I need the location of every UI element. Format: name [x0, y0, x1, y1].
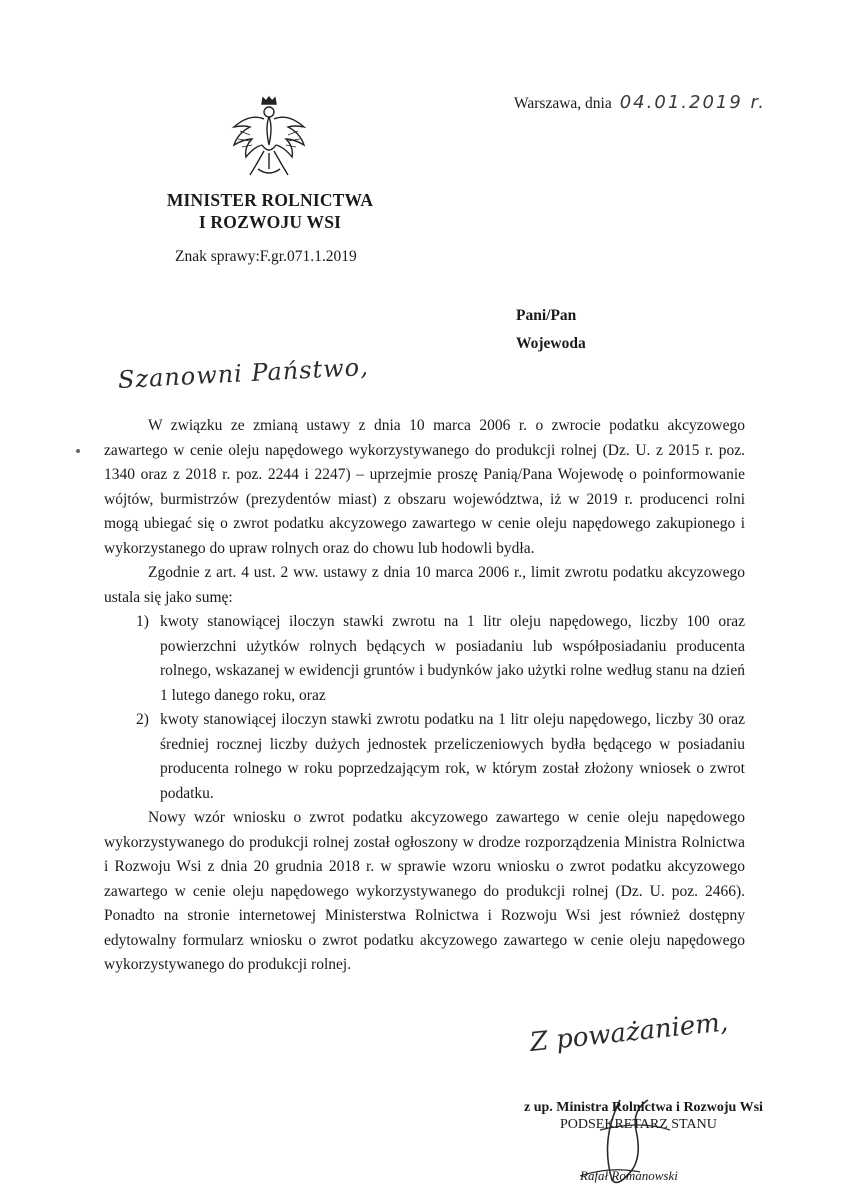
list-item [104, 708, 745, 806]
recipient-line1: Pani/Pan [516, 307, 577, 324]
list-item-number: 2) [136, 711, 149, 728]
list-item [104, 610, 745, 708]
handwritten-salutation: Szanowni Państwo, [117, 352, 370, 394]
place-date [514, 92, 766, 113]
signatory-name: Rafał Romanowski [580, 1168, 678, 1183]
paragraph-1: W związku ze zmianą ustawy z dnia 10 marca 2006 r. o zwrocie podatku akcyzowego zawartego w cenie oleju napędowego wykorzystywanego do produkcji rolnej (Dz. U. z 2015 r. poz. 1340 oraz z 2018 r. poz. 2244 i 2247) – uprzejmie proszę Panią/Pana Wojewodę o poinformowanie wójtów, burmistrzów (prezydentów miast) z obszaru województwa, iż w 2019 r. producenci rolni mogą ubiegać się o zwrot podatku akcyzowego zawartego w cenie oleju napędowego zakupionego i wykorzystanego do upraw rolnych oraz do chowu lub hodowli bydła. [104, 417, 745, 557]
list-item-number: 1) [136, 613, 149, 630]
margin-dot [76, 449, 80, 453]
recipient-line2: Wojewoda [516, 335, 586, 352]
letter-body [104, 414, 745, 978]
recipient [516, 302, 586, 358]
limit-list [104, 610, 745, 806]
handwritten-date: 04.01.2019 r. [619, 92, 766, 113]
place-date-label: Warszawa, dnia [514, 95, 612, 112]
ministry-line1: MINISTER ROLNICTWA [166, 190, 374, 210]
list-item-text: kwoty stanowiącej iloczyn stawki zwrotu na 1 litr oleju napędowego, liczby 100 oraz powierzchni użytków rolnych będących w posiadaniu lub współposiadaniu producenta rolnego, wskazanej w ewidencji gruntów i budynków jako użytki rolne według stanu na dzień 1 lutego danego roku, oraz [160, 613, 745, 704]
list-item-text: kwoty stanowiącej iloczyn stawki zwrotu podatku na 1 litr oleju napędowego, liczby 30 oraz średniej rocznej liczby dużych jednostek przeliczeniowych bydła będącego w posiadaniu producenta rolnego w roku poprzedzającym rok, w którym został złożony wniosek o zwrot podatku. [160, 711, 745, 802]
signature-line1: z up. Ministra Rolnictwa i Rozwoju Wsi [524, 1100, 763, 1115]
reference-number: Znak sprawy:F.gr.071.1.2019 [175, 248, 357, 265]
ministry-header [160, 189, 380, 233]
ministry-line2: I ROZWOJU WSI [198, 212, 342, 232]
handwritten-closing: Z poważaniem, [528, 1007, 730, 1058]
signature-line2: PODSEKRETARZ STANU [560, 1117, 717, 1132]
paragraph-2: Zgodnie z art. 4 ust. 2 ww. ustawy z dnia 10 marca 2006 r., limit zwrotu podatku akcyzowego ustala się jako sumę: [104, 564, 745, 606]
paragraph-3: Nowy wzór wniosku o zwrot podatku akcyzowego zawartego w cenie oleju napędowego wykorzystywanego do produkcji rolnej został ogłoszony w drodze rozporządzenia Ministra Rolnictwa i Rozwoju Wsi z dnia 20 grudnia 2018 r. w sprawie wzoru wniosku o zwrot podatku akcyzowego zawartego w cenie oleju napędowego wykorzystywanego do produkcji rolnej (Dz. U. poz. 2466). Ponadto na stronie internetowej Ministerstwa Rolnictwa i Rozwoju Wsi jest również dostępny edytowalny formularz wniosku o zwrot podatku akcyzowego zawartego w cenie oleju napędowego wykorzystywanego do produkcji rolnej. [104, 809, 745, 973]
polish-eagle-emblem-icon [228, 95, 310, 183]
